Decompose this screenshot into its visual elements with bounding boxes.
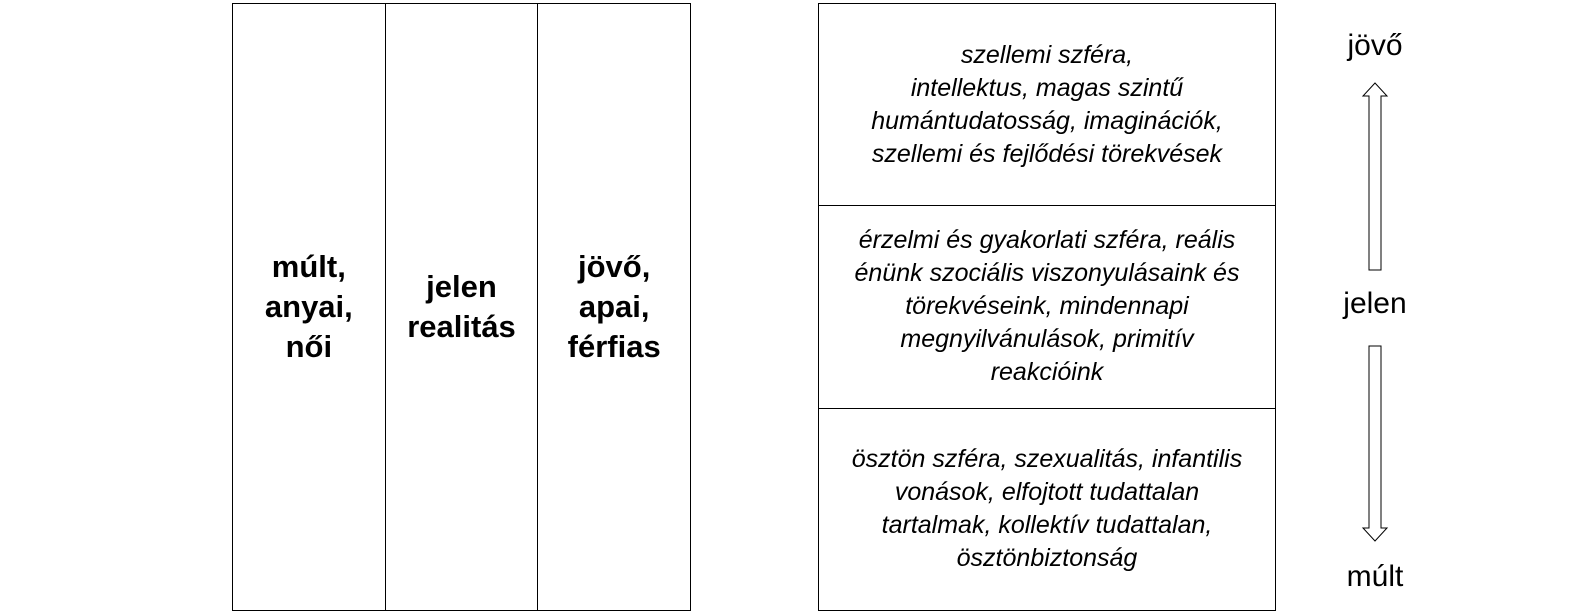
column-label: múlt, anyai, női [264,249,353,364]
time-axis [1315,0,1435,616]
arrow-down-icon [1361,346,1389,542]
axis-label-future: jövő [1347,29,1403,62]
right-diagram-spheres [818,3,1276,611]
column-future-paternal-masculine [537,4,690,610]
sphere-text: érzelmi és gyakorlati szféra, reális énünk szociális viszonyulásaink és törekvéseink, mindennapi megnyilvánulások, primitív reakcióink [854,226,1240,387]
column-present-reality [385,4,538,610]
sphere-instinct [819,408,1275,610]
sphere-emotional-practical [819,205,1275,407]
column-label: jelen realitás [407,269,516,344]
axis-label-past: múlt [1346,560,1404,593]
left-diagram-columns [232,3,691,611]
column-past-maternal-feminine [233,4,385,610]
axis-label-present: jelen [1343,287,1407,320]
arrow-up-icon [1361,82,1389,270]
sphere-text: szellemi szféra, intellektus, magas szintű humántudatosság, imaginációk, szellemi és fejlődési törekvések [871,40,1223,168]
sphere-text: ösztön szféra, szexualitás, infantilis vonások, elfojtott tudattalan tartalmak, kollektív tudattalan, ösztönbiztonság [851,445,1243,573]
column-label: jövő, apai, férfias [567,249,661,364]
sphere-spiritual [819,4,1275,205]
